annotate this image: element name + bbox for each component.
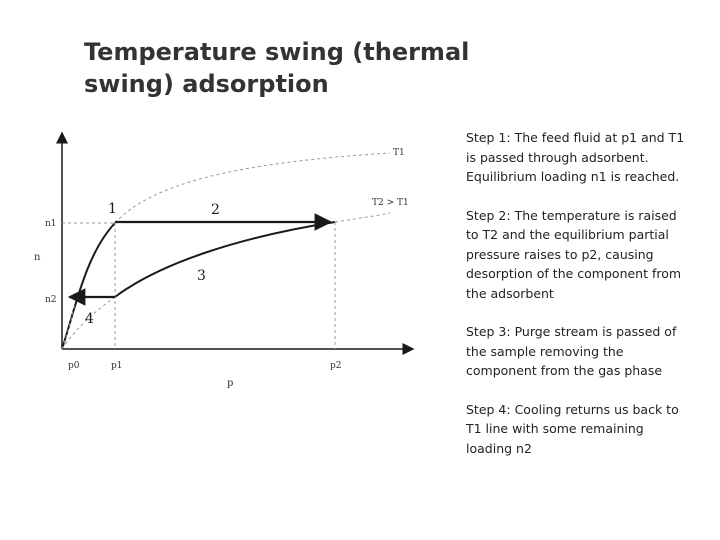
isotherm-t2-solid [115, 222, 335, 297]
steps-list [466, 128, 691, 477]
isotherm-t2-dashed-end [335, 213, 390, 222]
x-axis-label: p [227, 378, 234, 389]
point-1-label: 1 [108, 201, 117, 217]
tick-p1: p1 [111, 361, 123, 371]
tick-p0: p0 [68, 361, 80, 371]
step-4-title: Step 4: [466, 401, 511, 417]
point-3-label: 3 [197, 268, 206, 284]
slide-title: Temperature swing (thermal swing) adsorption [84, 38, 470, 98]
curve-t1-label: T1 [393, 148, 405, 158]
step-2 [466, 206, 691, 304]
step-1-title: Step 1: [466, 130, 511, 145]
point-2-label: 2 [211, 202, 220, 218]
step-1 [466, 128, 691, 187]
tick-n1: n1 [45, 219, 57, 229]
isotherm-diagram [30, 125, 430, 400]
y-axis-label: n [34, 252, 41, 263]
step-2-title: Step 2: [466, 207, 511, 223]
step-3-text: Purge stream is passed of the sample removing the component from the gas phase [466, 324, 677, 378]
step-4-text: Cooling returns us back to T1 line with some remaining loading n2 [466, 401, 679, 456]
step-3-title: Step 3: [466, 324, 511, 339]
isotherm-t1-dashed [115, 153, 390, 223]
curve-t2-label: T2 > T1 [372, 198, 409, 208]
step-3 [466, 322, 691, 381]
isotherm-t1-solid [62, 223, 115, 349]
point-4-label: 4 [85, 311, 94, 327]
step-2-text: The temperature is raised to T2 and the equilibrium partial pressure raises to p2, causing desorption of the component from the adsorbent [466, 207, 682, 301]
step-1-text: The feed fluid at p1 and T1 is passed through adsorbent. Equilibrium loading n1 is reached. [466, 130, 685, 184]
isotherm-svg [30, 125, 430, 400]
step-4 [466, 400, 691, 459]
tick-n2: n2 [45, 295, 57, 305]
tick-p2: p2 [330, 361, 342, 371]
